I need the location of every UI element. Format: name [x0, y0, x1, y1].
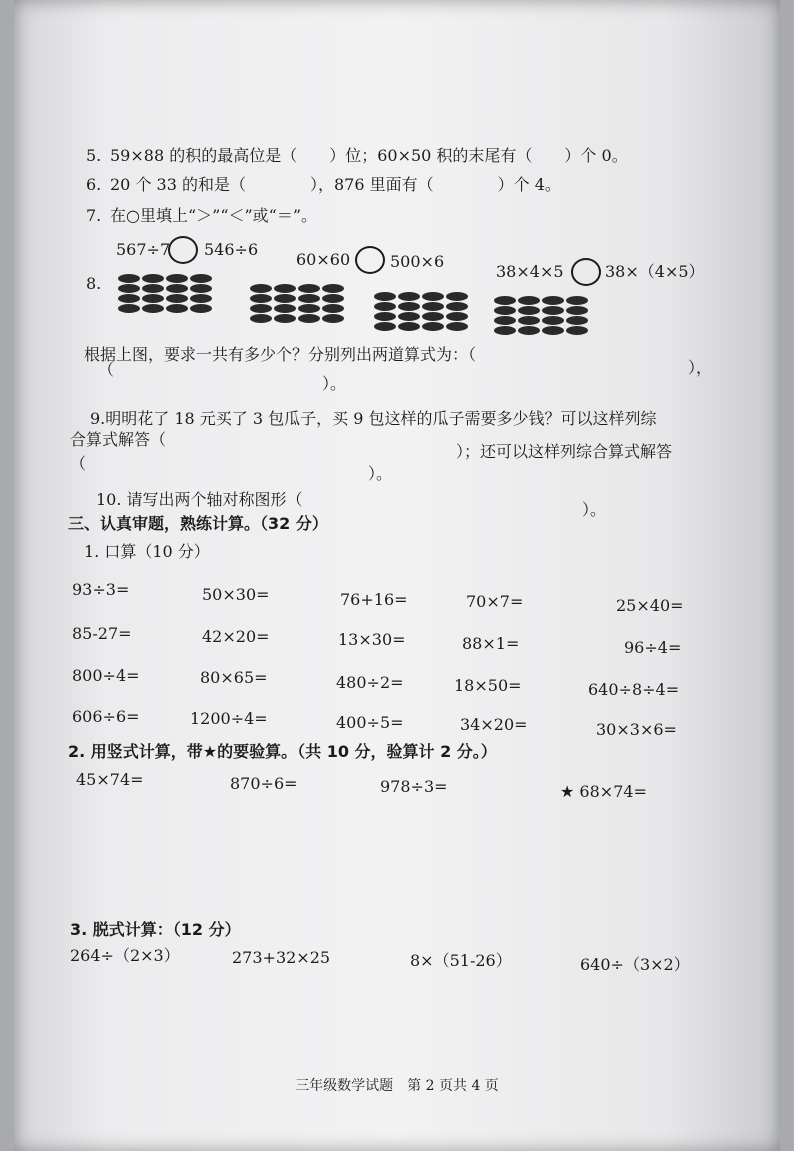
q9-line2-mid: ）；还可以这样列综合算式解答	[456, 442, 673, 461]
vertical-calc-2: 870÷6=	[230, 774, 298, 793]
page-footer: 三年级数学试题 第 2 页共 4 页	[295, 1078, 499, 1094]
q8-number: 8.	[86, 274, 102, 293]
oral-r4-c1: 606÷6=	[72, 707, 140, 726]
part1-title: 1. 口算（10 分）	[84, 542, 210, 561]
oral-r3-c2: 80×65=	[200, 668, 268, 687]
q10-text: 10. 请写出两个轴对称图形（	[96, 490, 303, 509]
oral-r2-c4: 88×1=	[462, 634, 520, 653]
q8-line1-end: ），	[688, 358, 713, 377]
q7-compare3-left: 38×4×5	[496, 262, 564, 281]
vertical-calc-4: ★ 68×74=	[560, 782, 647, 801]
oral-r1-c3: 76+16=	[340, 590, 408, 609]
q7-instruction: 在○里填上“＞”“＜”或“＝”。	[110, 206, 318, 225]
vertical-calc-3: 978÷3=	[380, 777, 448, 796]
oral-r4-c3: 400÷5=	[336, 713, 404, 732]
q5-text: 59×88 的积的最高位是（ ）位；60×50 积的末尾有（ ）个 0。	[110, 146, 628, 165]
seed-group-3	[374, 292, 468, 331]
oral-r2-c1: 85-27=	[72, 624, 132, 643]
q7-compare1-left: 567÷7	[116, 240, 171, 259]
oral-r4-c4: 34×20=	[460, 715, 528, 734]
q8-question-line1: 根据上图，要求一共有多少个？分别列出两道算式为：（	[84, 345, 477, 364]
section3-title: 三、认真审题，熟练计算。（32 分）	[68, 514, 328, 533]
oral-r3-c4: 18×50=	[454, 676, 522, 695]
oral-r1-c4: 70×7=	[466, 592, 524, 611]
q7-compare2-left: 60×60	[296, 250, 351, 269]
q7-compare3-circle[interactable]	[571, 258, 601, 286]
q9-line1: 9.明明花了 18 元买了 3 包瓜子，买 9 包这样的瓜子需要多少钱？可以这样列综	[90, 409, 657, 428]
seed-group-4	[494, 296, 588, 335]
q7-compare2-right: 500×6	[390, 252, 445, 271]
step-calc-2: 273+32×25	[232, 948, 331, 967]
q7-compare2-circle[interactable]	[355, 246, 385, 274]
q8-line2-close: ）。	[322, 374, 347, 393]
oral-r3-c5: 640÷8÷4=	[588, 680, 680, 699]
q7-number: 7.	[86, 206, 102, 225]
q9-line3-close: ）。	[368, 464, 393, 483]
q7-compare1-circle[interactable]	[168, 236, 198, 264]
oral-r1-c2: 50×30=	[202, 585, 270, 604]
exam-page	[14, 0, 780, 1151]
step-calc-1: 264÷（2×3）	[70, 946, 180, 965]
q7-compare1-right: 546÷6	[204, 240, 259, 259]
oral-r3-c1: 800÷4=	[72, 666, 140, 685]
oral-r2-c3: 13×30=	[338, 630, 406, 649]
part3-title: 3. 脱式计算：（12 分）	[70, 920, 241, 939]
step-calc-4: 640÷（3×2）	[580, 955, 690, 974]
q7-compare3-right: 38×（4×5）	[605, 262, 705, 281]
q5-number: 5.	[86, 146, 102, 165]
seed-group-1	[118, 274, 212, 313]
q10-close: ）。	[582, 500, 607, 519]
vertical-calc-1: 45×74=	[76, 770, 144, 789]
q9-line3-open: （	[70, 454, 87, 473]
oral-r2-c5: 96÷4=	[624, 638, 682, 657]
oral-r4-c5: 30×3×6=	[596, 720, 677, 739]
q6-number: 6.	[86, 175, 102, 194]
oral-r1-c5: 25×40=	[616, 596, 684, 615]
q8-line2-open: （	[98, 360, 115, 379]
q6-text: 20 个 33 的和是（ ），876 里面有（ ）个 4。	[110, 175, 561, 194]
q9-line2: 合算式解答（	[70, 430, 167, 449]
oral-r4-c2: 1200÷4=	[190, 709, 268, 728]
oral-r1-c1: 93÷3=	[72, 580, 130, 599]
step-calc-3: 8×（51-26）	[410, 951, 512, 970]
oral-r3-c3: 480÷2=	[336, 673, 404, 692]
part2-title: 2. 用竖式计算，带★的要验算。（共 10 分，验算计 2 分。）	[68, 742, 497, 761]
seed-group-2	[250, 284, 344, 323]
oral-r2-c2: 42×20=	[202, 627, 270, 646]
